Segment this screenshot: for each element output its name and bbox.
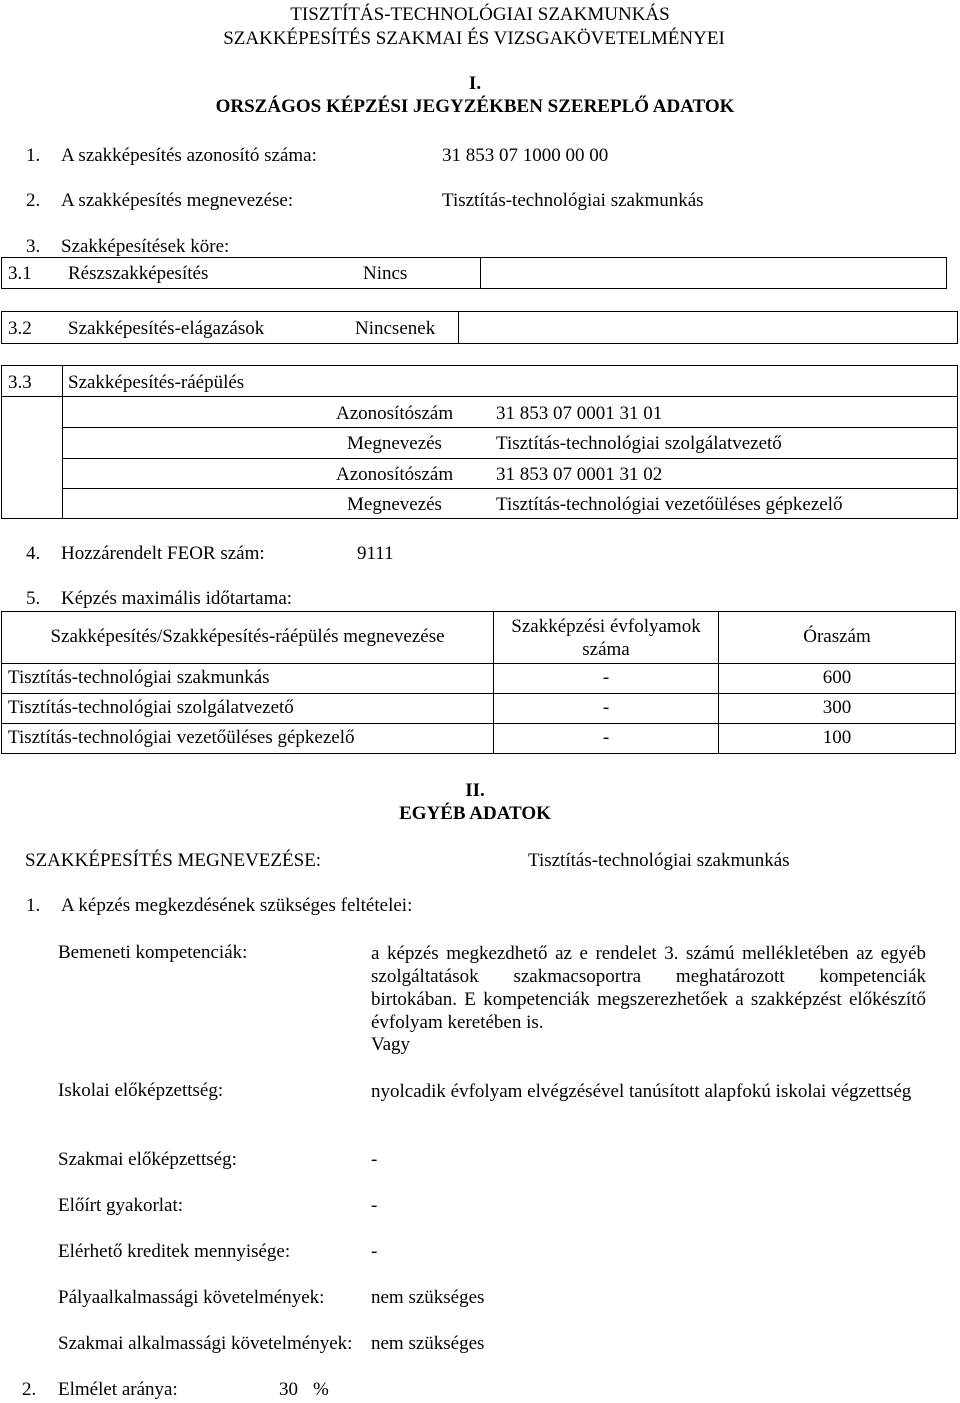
- theory-ratio-value: 30: [279, 1379, 298, 1400]
- row-hours: 600: [719, 664, 956, 694]
- item1-value: 31 853 07 1000 00 00: [442, 145, 609, 166]
- condition-label: Előírt gyakorlat:: [58, 1195, 184, 1216]
- condition-label: Pályaalkalmassági követelmények:: [58, 1287, 325, 1308]
- row-years: -: [494, 694, 719, 724]
- row-years: -: [494, 664, 719, 694]
- row-years: -: [494, 724, 719, 754]
- table-row: [2, 724, 956, 754]
- sub31-num: 3.1: [8, 263, 32, 284]
- condition-value: -: [371, 1241, 378, 1262]
- condition-label: Szakmai alkalmassági követelmények:: [58, 1333, 353, 1354]
- condition-value: -: [371, 1149, 378, 1170]
- section1-heading: ORSZÁGOS KÉPZÉSI JEGYZÉKBEN SZEREPLŐ ADATOK: [215, 96, 735, 117]
- row-name: Tisztítás-technológiai vezetőüléses gépkezelő: [2, 724, 494, 754]
- condition-label: Iskolai előképzettség:: [58, 1080, 224, 1101]
- col-header-name: Szakképesítés/Szakképesítés-ráépülés megnevezése: [2, 612, 494, 664]
- col-header-years: Szakképzési évfolyamok száma: [494, 612, 719, 664]
- sub31-value: Nincs: [363, 263, 408, 284]
- item5-label: Képzés maximális időtartama:: [61, 588, 293, 609]
- sub33-val: Tisztítás-technológiai szolgálatvezető: [496, 433, 782, 454]
- qualification-value: Tisztítás-technológiai szakmunkás: [528, 850, 790, 871]
- sub33-num: 3.3: [8, 372, 32, 393]
- condition-label: Bemeneti kompetenciák:: [58, 942, 248, 963]
- item3-num: 3.: [26, 236, 41, 257]
- condition-value: nyolcadik évfolyam elvégzésével tanúsított alapfokú iskolai végzettség: [371, 1081, 912, 1102]
- condition-value: nem szükséges: [371, 1287, 485, 1308]
- row-hours: 300: [719, 694, 956, 724]
- duration-table-header: [2, 612, 956, 664]
- sub31-label: Részszakképesítés: [68, 263, 209, 284]
- col-header-hours: Óraszám: [719, 612, 956, 664]
- item4-value: 9111: [357, 543, 394, 564]
- sub33-val: Tisztítás-technológiai vezetőüléses gépkezelő: [496, 494, 843, 515]
- item4-num: 4.: [26, 543, 41, 564]
- document-title-line2: SZAKKÉPESÍTÉS SZAKMAI ÉS VIZSGAKÖVETELMÉNYEI: [223, 28, 725, 49]
- condition-label: Elérhető kreditek mennyisége:: [58, 1241, 291, 1262]
- condition-extra: Vagy: [371, 1034, 411, 1055]
- item1-label: A szakképesítés azonosító száma:: [61, 145, 317, 166]
- table-row: [2, 694, 956, 724]
- row-hours: 100: [719, 724, 956, 754]
- condition-value: -: [371, 1195, 378, 1216]
- sub32-num: 3.2: [8, 318, 32, 339]
- sub33-key: Megnevezés: [347, 494, 442, 515]
- item2-num: 2.: [26, 190, 41, 211]
- s2-item1-label: A képzés megkezdésének szükséges feltételei:: [61, 895, 413, 916]
- table-row: [2, 664, 956, 694]
- section2-roman: II.: [465, 780, 485, 801]
- sub33-val: 31 853 07 0001 31 01: [496, 403, 663, 424]
- qualification-label: SZAKKÉPESÍTÉS MEGNEVEZÉSE:: [25, 850, 322, 871]
- item3-label: Szakképesítések köre:: [61, 236, 230, 257]
- section2-heading: EGYÉB ADATOK: [399, 803, 551, 824]
- row-name: Tisztítás-technológiai szakmunkás: [2, 664, 494, 694]
- item4-label: Hozzárendelt FEOR szám:: [61, 543, 265, 564]
- document-title-line1: TISZTÍTÁS-TECHNOLÓGIAI SZAKMUNKÁS: [290, 4, 670, 25]
- sub32-value: Nincsenek: [355, 318, 436, 339]
- theory-ratio-unit: %: [313, 1379, 329, 1400]
- condition-value: a képzés megkezdhető az e rendelet 3. számú mellékletében az egyéb szolgáltatások szakmacsoportra meghatározott kompetenciák birtokában. E kompetenciák megszerezhetőek a szakképzést előkészítő évfolyam keretében is.: [371, 943, 926, 1033]
- condition-value: nem szükséges: [371, 1333, 485, 1354]
- section1-roman: I.: [468, 73, 482, 94]
- sub33-key: Azonosítószám: [336, 403, 454, 424]
- s2-item2-label: Elmélet aránya:: [58, 1379, 178, 1400]
- sub33-key: Megnevezés: [347, 433, 442, 454]
- sub32-label: Szakképesítés-elágazások: [68, 318, 265, 339]
- sub33-key: Azonosítószám: [336, 464, 454, 485]
- sub33-val: 31 853 07 0001 31 02: [496, 464, 663, 485]
- item2-label: A szakképesítés megnevezése:: [61, 190, 294, 211]
- sub32-divider: [458, 312, 459, 343]
- item5-num: 5.: [26, 588, 41, 609]
- s2-item1-num: 1.: [26, 895, 41, 916]
- sub33-label: Szakképesítés-ráépülés: [68, 372, 245, 393]
- row-name: Tisztítás-technológiai szolgálatvezető: [2, 694, 494, 724]
- s2-item2-num: 2.: [22, 1379, 37, 1400]
- item2-value: Tisztítás-technológiai szakmunkás: [442, 190, 704, 211]
- condition-label: Szakmai előképzettség:: [58, 1149, 237, 1170]
- duration-table: [1, 611, 956, 754]
- item1-num: 1.: [26, 145, 41, 166]
- sub31-divider: [480, 258, 481, 288]
